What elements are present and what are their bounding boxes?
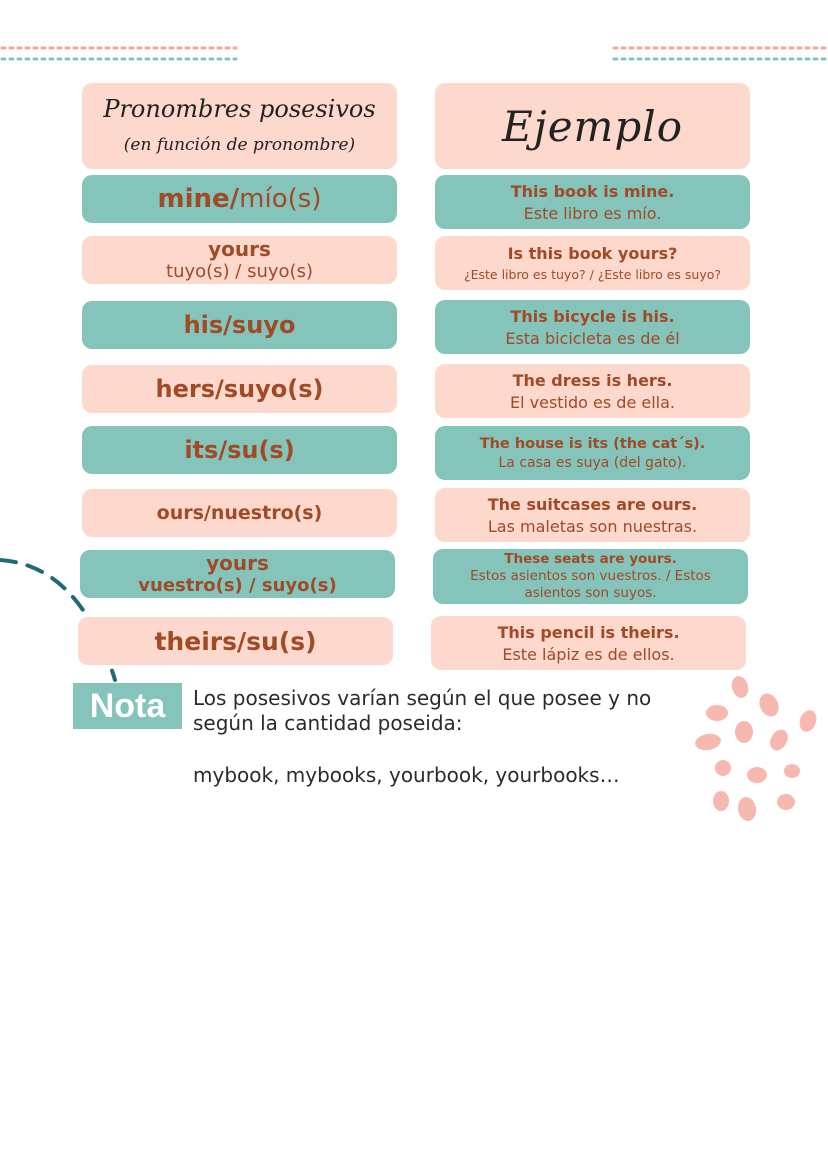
example-cell (433, 549, 748, 604)
pronoun-main: its/su(s) (184, 436, 295, 464)
example-spanish: Las maletas son nuestras. (487, 516, 698, 536)
example-cell (435, 175, 750, 229)
example-english: The house is its (the cat´s). (479, 435, 706, 452)
pronoun-rest: vuestro(s) / suyo(s) (138, 574, 337, 596)
pronoun-line (158, 184, 322, 214)
example-cell (435, 364, 750, 418)
example-english: Is this book yours? (507, 244, 678, 263)
example-spanish: La casa es suya (del gato). (498, 454, 687, 471)
pronoun-cell (82, 175, 397, 223)
example-cell (435, 300, 750, 354)
pronoun-main: mine/ (157, 184, 240, 214)
example-spanish: Este libro es mío. (523, 203, 662, 223)
pronoun-main: yours (206, 550, 269, 575)
pronoun-main: hers/suyo(s) (155, 375, 324, 403)
example-english: This book is mine. (510, 181, 675, 201)
example-spanish: Este lápiz es de ellos. (502, 644, 675, 664)
top-right-dotted-border (610, 45, 828, 65)
example-english: These seats are yours. (504, 551, 677, 567)
example-english: This pencil is theirs. (497, 622, 680, 642)
header-example-title: Ejemplo (502, 101, 683, 151)
pronoun-cell (82, 426, 397, 474)
example-spanish: Esta bicicleta es de él (505, 328, 680, 348)
header-pronouns (82, 83, 397, 169)
example-cell (435, 488, 750, 542)
pronoun-rest: tuyo(s) / suyo(s) (166, 261, 313, 282)
pronoun-cell (82, 301, 397, 349)
header-example (435, 83, 750, 169)
example-english: This bicycle is his. (510, 306, 675, 326)
example-cell (431, 616, 746, 670)
top-left-dotted-border (0, 45, 240, 65)
pronoun-cell (78, 617, 393, 665)
pronoun-main: theirs/su(s) (154, 626, 317, 656)
pronoun-main: ours/nuestro(s) (156, 502, 323, 524)
pronoun-cell (82, 365, 397, 413)
example-english: The suitcases are ours. (487, 494, 698, 514)
pink-dots-decoration (690, 672, 820, 831)
pronoun-cell (82, 236, 397, 284)
note-badge: Nota (73, 683, 182, 729)
pronoun-main: yours (208, 237, 271, 261)
pronoun-cell (82, 489, 397, 537)
pronoun-cell (80, 550, 395, 598)
pronoun-rest: mío(s) (239, 184, 322, 214)
example-spanish: ¿Este libro es tuyo? / ¿Este libro es suyo? (463, 267, 722, 282)
example-spanish: El vestido es de ella. (509, 392, 675, 412)
example-spanish: Estos asientos son vuestros. / Estos asientos son suyos. (470, 568, 711, 601)
pronoun-main: his/suyo (183, 311, 296, 339)
header-pronouns-title: Pronombres posesivos (103, 95, 376, 123)
note-example: mybook, mybooks, yourbook, yourbooks… (193, 763, 620, 787)
example-cell (435, 426, 750, 480)
note-text: Los posesivos varían según el que posee y no según la cantidad poseida: (193, 686, 652, 735)
example-english: The dress is hers. (512, 370, 673, 390)
example-cell (435, 236, 750, 290)
header-pronouns-subtitle: (en función de pronombre) (123, 135, 356, 155)
